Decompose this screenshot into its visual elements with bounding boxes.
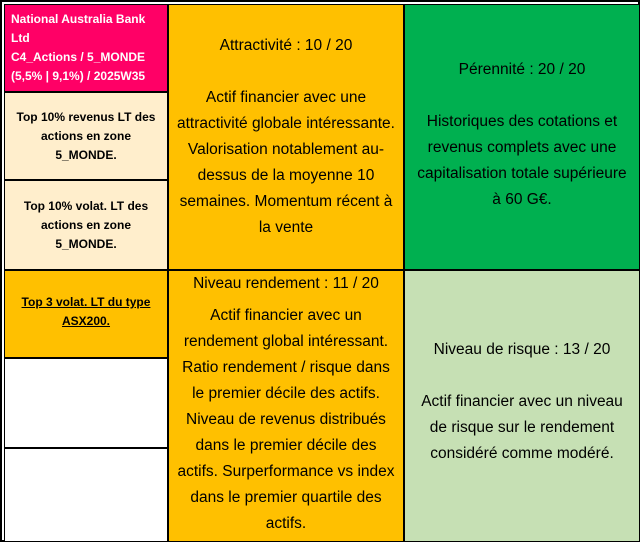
rendement-text: Actif financier avec un rendement global intéressant. Ratio rendement / risque dans le premier décile des actifs. Niveau de revenus distribués dans le premier décile des actifs. Surperformance vs index dans le premier quartile des actifs. bbox=[177, 307, 395, 532]
attractivite-title: Attractivité : 10 / 20 bbox=[219, 37, 353, 54]
attractivite-text: Actif financier avec une attractivité globale intéressante. Valorisation notablement au-dessus de la moyenne 10 semaines. Momentum récent à la vente bbox=[177, 89, 395, 236]
attractivite-cell bbox=[168, 4, 404, 270]
top3-volat-label: Top 3 volat. LT du type ASX200. bbox=[21, 295, 151, 328]
company-name: National Australia Bank Ltd bbox=[11, 12, 146, 45]
top-revenus-label: Top 10% revenus LT des actions en zone 5_MONDE. bbox=[16, 109, 156, 162]
perennite-cell bbox=[404, 4, 640, 270]
empty-cell-1 bbox=[4, 358, 168, 448]
empty-cell-2 bbox=[4, 448, 168, 542]
top3-volat-cell bbox=[4, 270, 168, 358]
figures-label: (5,5% | 9,1%) / 2025W35 bbox=[11, 69, 146, 83]
rendement-cell bbox=[168, 270, 404, 542]
risque-text: Actif financier avec un niveau de risque sur le rendement considéré comme modéré. bbox=[421, 393, 623, 462]
risque-title: Niveau de risque : 13 / 20 bbox=[433, 341, 611, 358]
rendement-title: Niveau rendement : 11 / 20 bbox=[193, 275, 379, 292]
perennite-text: Historiques des cotations et revenus complets avec une capitalisation totale supérieure à 60 G€. bbox=[417, 113, 627, 208]
portfolio-label: C4_Actions / 5_MONDE bbox=[11, 50, 146, 64]
perennite-title: Pérennité : 20 / 20 bbox=[458, 61, 586, 78]
asset-identity-cell bbox=[4, 4, 168, 92]
top-revenus-cell bbox=[4, 92, 168, 180]
top-volat-label: Top 10% volat. LT des actions en zone 5_MONDE. bbox=[23, 198, 149, 251]
top-volat-cell bbox=[4, 180, 168, 270]
risque-cell bbox=[404, 270, 640, 542]
